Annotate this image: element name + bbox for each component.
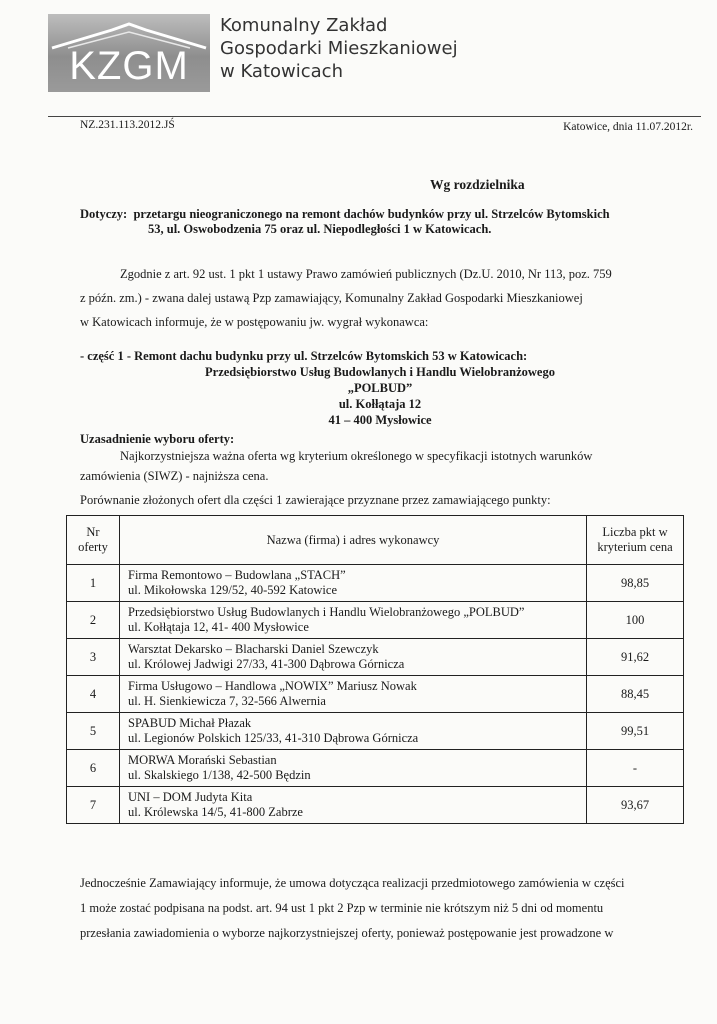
offer-points: 88,45	[587, 676, 684, 713]
winner-line: „POLBUD”	[347, 381, 413, 395]
intro-line: Zgodnie z art. 92 ust. 1 pkt 1 ustawy Prawo zamówień publicznych (Dz.U. 2010, Nr 113, poz. 759	[120, 267, 612, 281]
contractor-address: ul. Królowej Jadwigi 27/33, 41-300 Dąbrowa Górnicza	[128, 657, 405, 671]
contractor-cell	[120, 787, 587, 824]
justification-heading: Uzasadnienie wyboru oferty:	[80, 432, 235, 446]
org-line: Komunalny Zakład	[220, 15, 388, 36]
offer-number: 5	[67, 713, 120, 750]
header-offer-number: Nr oferty	[67, 516, 120, 565]
contractor-cell	[120, 565, 587, 602]
table-row	[67, 565, 684, 602]
contractor-name: Firma Remontowo – Budowlana „STACH”	[128, 568, 346, 582]
header-points: Liczba pkt w kryterium cena	[587, 516, 684, 565]
winner-block	[80, 364, 680, 428]
offer-points: 99,51	[587, 713, 684, 750]
contractor-name: SPABUD Michał Płazak	[128, 716, 252, 730]
justification-line: Najkorzystniejsza ważna oferta wg kryterium określonego w specyfikacji istotnych warunków	[120, 449, 593, 463]
document-date: Katowice, dnia 11.07.2012r.	[563, 121, 693, 133]
contractor-cell	[120, 639, 587, 676]
table-row	[67, 602, 684, 639]
contractor-address: ul. Legionów Polskich 125/33, 41-310 Dąbrowa Górnicza	[128, 731, 419, 745]
contractor-address: ul. Królewska 14/5, 41-800 Zabrze	[128, 805, 303, 819]
offer-number: 2	[67, 602, 120, 639]
contractor-cell	[120, 713, 587, 750]
offers-table	[66, 515, 684, 824]
subject-line-2: 53, ul. Oswobodzenia 75 oraz ul. Niepodległości 1 w Katowicach.	[148, 222, 492, 236]
contractor-name: MORWA Morański Sebastian	[128, 753, 277, 767]
contractor-name: Firma Usługowo – Handlowa „NOWIX” Mariusz Nowak	[128, 679, 417, 693]
offer-number: 4	[67, 676, 120, 713]
contractor-cell	[120, 676, 587, 713]
offer-number: 3	[67, 639, 120, 676]
recipient: Wg rozdzielnika	[430, 177, 525, 192]
justification-line: zamówienia (SIWZ) - najniższa cena.	[80, 469, 269, 483]
org-line: w Katowicach	[220, 61, 343, 82]
closing-line: przesłania zawiadomienia o wyborze najkorzystniejszej oferty, ponieważ postępowanie jest prowadzone w	[80, 926, 614, 940]
offer-points: 100	[587, 602, 684, 639]
winner-line: 41 – 400 Mysłowice	[328, 413, 432, 427]
contractor-address: ul. Mikołowska 129/52, 40-592 Katowice	[128, 583, 338, 597]
intro-paragraph	[80, 262, 680, 334]
subject-text-1: przetargu nieograniczonego na remont dachów budynków przy ul. Strzelców Bytomskich	[133, 207, 610, 221]
subject-line-1	[80, 207, 686, 222]
contractor-name: Przedsiębiorstwo Usług Budowlanych i Handlu Wielobranżowego „POLBUD”	[128, 605, 525, 619]
contractor-name: Warsztat Dekarsko – Blacharski Daniel Szewczyk	[128, 642, 379, 656]
justification-text	[80, 446, 680, 486]
part-title: - część 1 - Remont dachu budynku przy ul. Strzelców Bytomskich 53 w Katowicach:	[80, 349, 528, 363]
intro-line: z późn. zm.) - zwana dalej ustawą Pzp zamawiający, Komunalny Zakład Gospodarki Mieszkaniowej	[80, 291, 583, 305]
contractor-address: ul. Kołłątaja 12, 41- 400 Mysłowice	[128, 620, 309, 634]
table-row	[67, 639, 684, 676]
subject	[80, 207, 686, 237]
contractor-address: ul. Skalskiego 1/138, 42-500 Będzin	[128, 768, 311, 782]
subject-label: Dotyczy:	[80, 207, 128, 221]
offer-points: 98,85	[587, 565, 684, 602]
header-contractor: Nazwa (firma) i adres wykonawcy	[120, 516, 587, 565]
contractor-name: UNI – DOM Judyta Kita	[128, 790, 253, 804]
offer-points: -	[587, 750, 684, 787]
comparison-intro: Porównanie złożonych ofert dla części 1 zawierające przyznane przez zamawiającego punkty:	[80, 493, 551, 507]
closing-paragraph	[80, 871, 686, 946]
offer-points: 91,62	[587, 639, 684, 676]
intro-line: w Katowicach informuje, że w postępowaniu jw. wygrał wykonawca:	[80, 315, 429, 329]
table-header-row	[67, 516, 684, 565]
kzgm-logo	[48, 14, 210, 92]
offer-number: 7	[67, 787, 120, 824]
contractor-address: ul. H. Sienkiewicza 7, 32-566 Alwernia	[128, 694, 326, 708]
closing-line: 1 może zostać podpisana na podst. art. 94 ust 1 pkt 2 Pzp w terminie nie krótszym niż 5 dni od momentu	[80, 901, 604, 915]
offer-number: 1	[67, 565, 120, 602]
org-line: Gospodarki Mieszkaniowej	[220, 38, 458, 59]
table-row	[67, 713, 684, 750]
winner-line: Przedsiębiorstwo Usług Budowlanych i Handlu Wielobranżowego	[205, 365, 555, 379]
table-row	[67, 676, 684, 713]
closing-line: Jednocześnie Zamawiający informuje, że umowa dotycząca realizacji przedmiotowego zamówienia w części	[80, 876, 625, 890]
header-divider	[48, 116, 701, 117]
organization-name	[220, 14, 458, 83]
winner-line: ul. Kołłątaja 12	[338, 397, 422, 411]
logo-text: KZGM	[69, 44, 189, 88]
offer-number: 6	[67, 750, 120, 787]
table-row	[67, 787, 684, 824]
reference-number: NZ.231.113.2012.JŚ	[80, 119, 175, 131]
table-row	[67, 750, 684, 787]
contractor-cell	[120, 602, 587, 639]
contractor-cell	[120, 750, 587, 787]
offer-points: 93,67	[587, 787, 684, 824]
